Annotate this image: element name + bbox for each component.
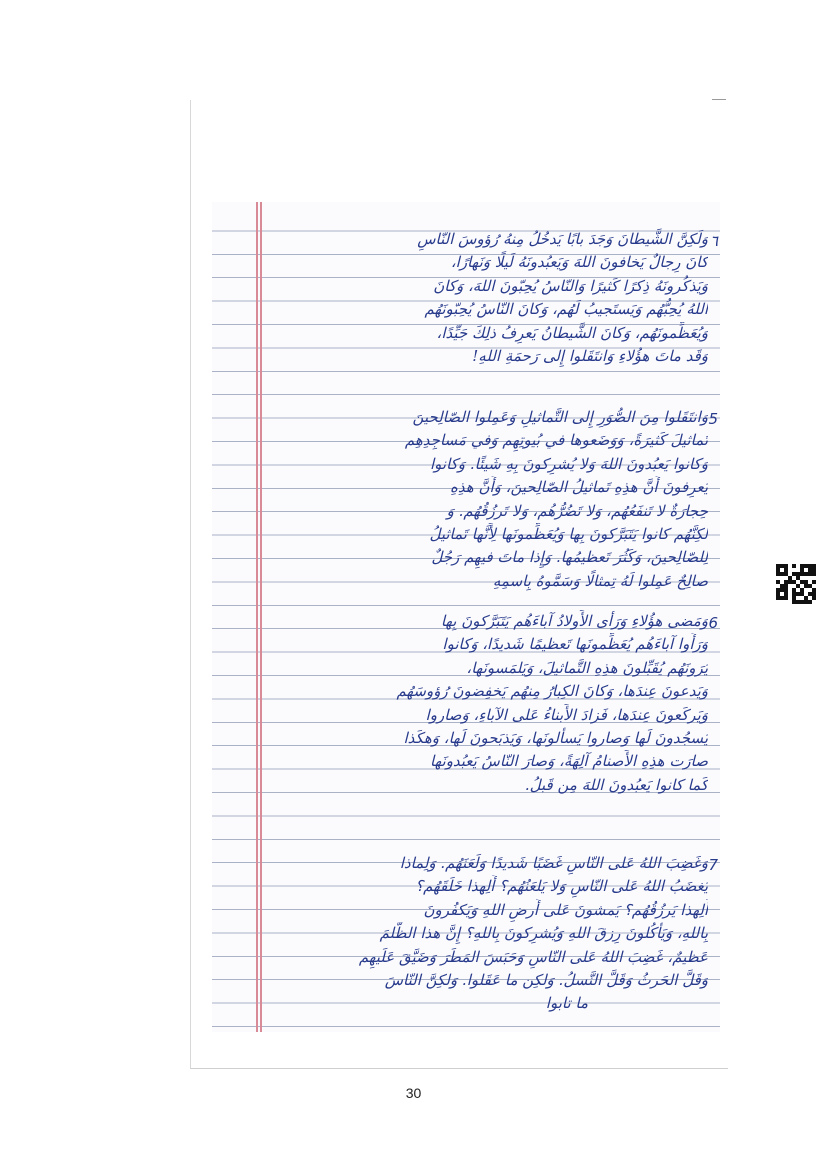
text-line: حِجارَةٌ لا تَنفَعُهُم، وَلا تَضُرُّهُم، وَلا تَرزُقُهُم. وَ bbox=[446, 501, 708, 520]
paragraph-number: 6 bbox=[708, 614, 718, 632]
text-line: وَيُعَظِّمونَهُم، وَكانَ الشَّيطانُ يَعرِفُ ذلِكَ جَيِّدًا، bbox=[436, 323, 708, 342]
text-line: وَيَذكُرونَهُ ذِكرًا كَثيرًا وَالنّاسُ يُحِبّونَ اللهَ، وَكانَ bbox=[433, 276, 708, 295]
paragraph-number: 5 bbox=[708, 410, 718, 428]
text-line: اللهُ يُحِبُّهُم وَيَستَجيبُ لَهُم، وَكانَ النّاسُ يُحِبّونَهُم bbox=[424, 300, 708, 319]
text-line: وَيَدعونَ عِندَها، وَكانَ الكِبارُ مِنهُم يَخفِضونَ رُؤوسَهُم bbox=[396, 682, 708, 701]
paragraph-3 bbox=[260, 610, 708, 797]
text-line: كانَ رِجالٌ يَخافونَ اللهَ وَيَعبُدونَهُ لَيلًا وَنَهارًا، bbox=[450, 253, 708, 272]
paragraph-4 bbox=[260, 852, 708, 1016]
margin-line bbox=[256, 202, 258, 1032]
text-line: لِلصّالِحينَ، وَكَثُرَ تَعظيمُها. وَإِذا ماتَ فيهِم رَجُلٌ bbox=[431, 548, 708, 567]
text-line: بِاللهِ، وَيَأكُلونَ رِزقَ اللهِ وَيُشرِكونَ بِاللهِ؟ إِنَّ هذا الظُّلمَ bbox=[379, 924, 708, 943]
text-line: صارَت هذِهِ الأَصنامُ آلِهَةً، وَصارَ النّاسُ يَعبُدونَها bbox=[430, 752, 708, 771]
scan-edge-mark bbox=[712, 99, 726, 100]
text-line: وَغَضِبَ اللهُ عَلى النّاسِ غَضَبًا شَديدًا وَلَعَنَهُم. وَلِماذا bbox=[399, 854, 708, 872]
qr-code-icon bbox=[776, 564, 816, 604]
text-line: صالِحٌ عَمِلوا لَهُ تِمثالًا وَسَمَّوهُ بِاسمِهِ bbox=[492, 571, 708, 590]
text-line: وَلَكِنَّ الشَّيطانَ وَجَدَ بابًا يَدخُلُ مِنهُ رُؤوسَ النّاسِ bbox=[417, 230, 708, 248]
text-line: وَانتَقَلوا مِنَ الصُّوَرِ إِلى التَّماثيلِ وَعَمِلوا الصّالِحينَ bbox=[412, 408, 708, 426]
paragraph-number: 7 bbox=[708, 856, 718, 874]
text-line: يَرَونَهُم يُقَبِّلونَ هذِهِ التَّماثيلَ، وَيَلمَسونَها، bbox=[466, 658, 708, 677]
text-line: وَمَضى هؤُلاءِ وَرَأى الأَولادُ آباءَهُم يَتَبَرَّكونَ بِها bbox=[440, 612, 708, 630]
text-line: كَما كانوا يَعبُدونَ اللهَ مِن قَبلُ. bbox=[524, 775, 708, 794]
text-line: وَيَركَعونَ عِندَها، فَزادَ الأَبناءُ عَلى الآباءِ، وَصاروا bbox=[425, 705, 708, 724]
text-line: يَسجُدونَ لَها وَصاروا يَسأَلونَها، وَيَذبَحونَ لَها، وَهكَذا bbox=[403, 729, 708, 748]
paragraph-number: ٦ bbox=[709, 232, 718, 250]
text-line: عَظيمٌ، غَضِبَ اللهُ عَلى النّاسِ وَحَبَسَ المَطَرَ وَضَيَّقَ عَلَيهِم bbox=[358, 947, 708, 966]
page-number: 30 bbox=[405, 1085, 422, 1101]
text-line: أَلِهذا يَرزُقُهُم؟ يَمشونَ عَلى أَرضِ اللهِ وَيَكفُرونَ bbox=[423, 900, 708, 919]
lined-notebook-sheet bbox=[212, 202, 720, 1032]
text-line: تَماثيلَ كَثيرَةً، وَوَضَعوها في بُيوتِهِم وَفي مَساجِدِهِم bbox=[404, 431, 708, 450]
text-line: ما تابوا bbox=[545, 994, 588, 1013]
paragraph-2 bbox=[260, 406, 708, 593]
text-line: لكِنَّهُم كانوا يَتَبَرَّكونَ بِها وَيُعَظِّمونَها لِأَنَّها تَماثيلُ bbox=[429, 525, 708, 544]
text-line: وَقَد ماتَ هؤُلاءِ وَانتَقَلوا إِلى رَحمَةِ اللهِ! bbox=[472, 347, 708, 366]
paragraph-1 bbox=[260, 228, 708, 368]
text-line: وَكانوا يَعبُدونَ اللهَ وَلا يُشرِكونَ بِهِ شَيئًا. وَكانوا bbox=[430, 454, 708, 473]
text-line: وَرَأَوا آباءَهُم يُعَظِّمونَها تَعظيمًا شَديدًا، وَكانوا bbox=[442, 635, 708, 654]
text-line: يَعرِفونَ أَنَّ هذِهِ تَماثيلُ الصّالِحينَ، وَأَنَّ هذِهِ bbox=[450, 478, 708, 497]
text-line: وَقَلَّ الحَرثُ وَقَلَّ النَّسلُ. وَلكِن ما عَقَلوا. وَلكِنَّ النّاسَ bbox=[384, 971, 708, 990]
text-line: يَغضَبُ اللهُ عَلى النّاسِ وَلا يَلعَنُهُم؟ أَلِهذا خَلَقَهُم؟ bbox=[415, 877, 708, 896]
